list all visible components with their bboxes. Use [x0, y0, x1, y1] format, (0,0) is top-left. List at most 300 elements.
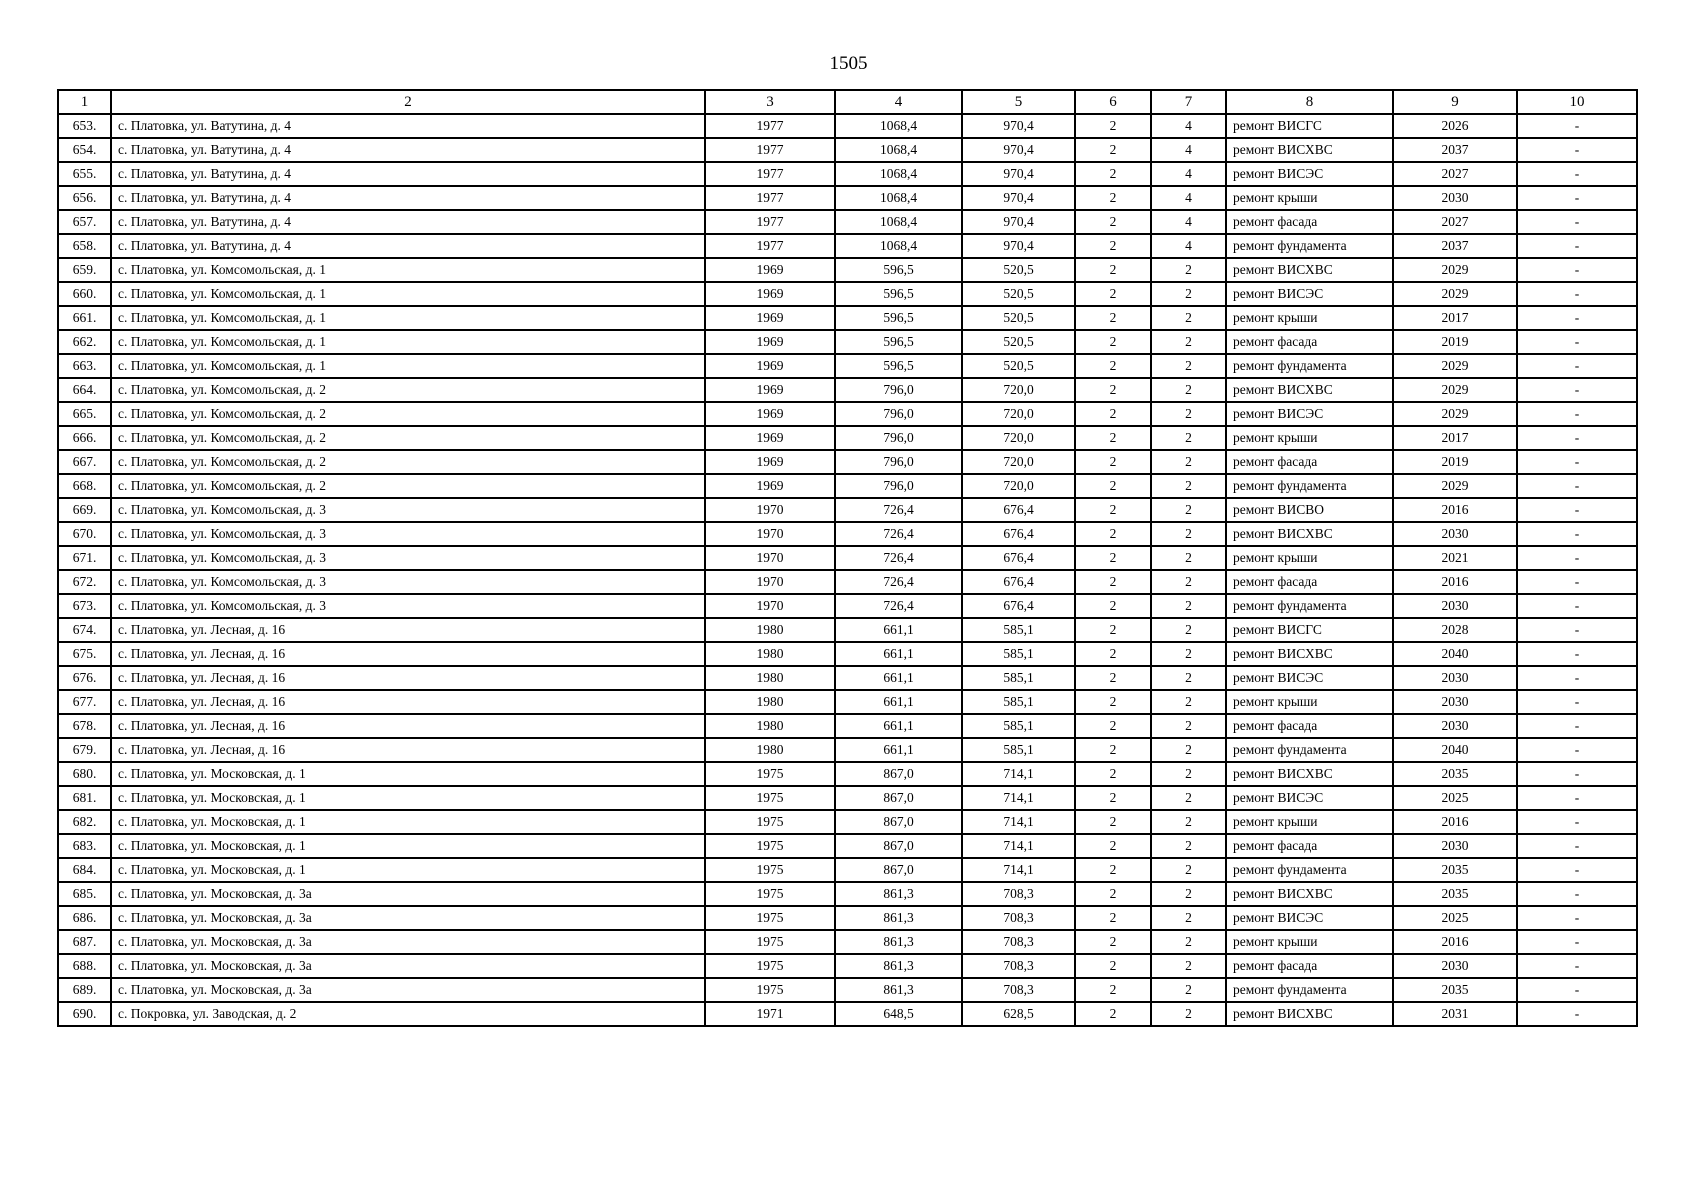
- note-cell: -: [1517, 522, 1637, 546]
- floors-cell: 2: [1075, 858, 1151, 882]
- table-row: [58, 882, 1637, 906]
- floors-cell: 2: [1075, 186, 1151, 210]
- total-area-cell: 661,1: [835, 690, 962, 714]
- row-number-cell: 672.: [58, 570, 111, 594]
- year-built-cell: 1975: [705, 954, 835, 978]
- column-header-4: 4: [835, 90, 962, 114]
- floors-cell: 2: [1075, 162, 1151, 186]
- planned-year-cell: 2040: [1393, 642, 1517, 666]
- row-number-cell: 673.: [58, 594, 111, 618]
- note-cell: -: [1517, 978, 1637, 1002]
- row-number-cell: 665.: [58, 402, 111, 426]
- entrances-cell: 2: [1151, 618, 1226, 642]
- total-area-cell: 861,3: [835, 954, 962, 978]
- living-area-cell: 714,1: [962, 834, 1075, 858]
- floors-cell: 2: [1075, 426, 1151, 450]
- note-cell: -: [1517, 690, 1637, 714]
- note-cell: -: [1517, 186, 1637, 210]
- planned-year-cell: 2029: [1393, 474, 1517, 498]
- entrances-cell: 2: [1151, 258, 1226, 282]
- row-number-cell: 683.: [58, 834, 111, 858]
- planned-year-cell: 2030: [1393, 690, 1517, 714]
- note-cell: -: [1517, 426, 1637, 450]
- living-area-cell: 708,3: [962, 954, 1075, 978]
- planned-year-cell: 2016: [1393, 810, 1517, 834]
- column-header-7: 7: [1151, 90, 1226, 114]
- row-number-cell: 689.: [58, 978, 111, 1002]
- entrances-cell: 2: [1151, 882, 1226, 906]
- living-area-cell: 585,1: [962, 666, 1075, 690]
- page-number: 1505: [829, 53, 868, 74]
- address-cell: с. Платовка, ул. Московская, д. 1: [111, 810, 705, 834]
- address-cell: с. Платовка, ул. Комсомольская, д. 3: [111, 498, 705, 522]
- year-built-cell: 1980: [705, 738, 835, 762]
- planned-year-cell: 2030: [1393, 834, 1517, 858]
- address-cell: с. Платовка, ул. Лесная, д. 16: [111, 666, 705, 690]
- total-area-cell: 1068,4: [835, 138, 962, 162]
- address-cell: с. Платовка, ул. Ватутина, д. 4: [111, 114, 705, 138]
- living-area-cell: 585,1: [962, 690, 1075, 714]
- table-row: [58, 498, 1637, 522]
- address-cell: с. Платовка, ул. Комсомольская, д. 2: [111, 474, 705, 498]
- floors-cell: 2: [1075, 498, 1151, 522]
- planned-year-cell: 2029: [1393, 378, 1517, 402]
- year-built-cell: 1969: [705, 258, 835, 282]
- table-row: [58, 114, 1637, 138]
- total-area-cell: 661,1: [835, 714, 962, 738]
- floors-cell: 2: [1075, 450, 1151, 474]
- living-area-cell: 520,5: [962, 306, 1075, 330]
- living-area-cell: 720,0: [962, 474, 1075, 498]
- address-cell: с. Платовка, ул. Московская, д. 1: [111, 786, 705, 810]
- total-area-cell: 867,0: [835, 786, 962, 810]
- floors-cell: 2: [1075, 114, 1151, 138]
- total-area-cell: 661,1: [835, 642, 962, 666]
- floors-cell: 2: [1075, 210, 1151, 234]
- living-area-cell: 676,4: [962, 498, 1075, 522]
- work-type-cell: ремонт фундамента: [1226, 474, 1393, 498]
- floors-cell: 2: [1075, 810, 1151, 834]
- entrances-cell: 2: [1151, 474, 1226, 498]
- year-built-cell: 1970: [705, 570, 835, 594]
- row-number-cell: 679.: [58, 738, 111, 762]
- year-built-cell: 1975: [705, 882, 835, 906]
- address-cell: с. Платовка, ул. Ватутина, д. 4: [111, 210, 705, 234]
- work-type-cell: ремонт фундамента: [1226, 234, 1393, 258]
- year-built-cell: 1969: [705, 306, 835, 330]
- note-cell: -: [1517, 354, 1637, 378]
- total-area-cell: 726,4: [835, 570, 962, 594]
- planned-year-cell: 2017: [1393, 306, 1517, 330]
- address-cell: с. Платовка, ул. Московская, д. 3а: [111, 882, 705, 906]
- row-number-cell: 676.: [58, 666, 111, 690]
- year-built-cell: 1970: [705, 546, 835, 570]
- column-header-5: 5: [962, 90, 1075, 114]
- entrances-cell: 2: [1151, 378, 1226, 402]
- address-cell: с. Платовка, ул. Лесная, д. 16: [111, 642, 705, 666]
- work-type-cell: ремонт крыши: [1226, 930, 1393, 954]
- work-type-cell: ремонт ВИСХВС: [1226, 642, 1393, 666]
- floors-cell: 2: [1075, 690, 1151, 714]
- work-type-cell: ремонт фундамента: [1226, 858, 1393, 882]
- row-number-cell: 660.: [58, 282, 111, 306]
- column-header-2: 2: [111, 90, 705, 114]
- living-area-cell: 585,1: [962, 642, 1075, 666]
- note-cell: -: [1517, 282, 1637, 306]
- year-built-cell: 1969: [705, 282, 835, 306]
- work-type-cell: ремонт фасада: [1226, 450, 1393, 474]
- note-cell: -: [1517, 234, 1637, 258]
- work-type-cell: ремонт фасада: [1226, 330, 1393, 354]
- row-number-cell: 682.: [58, 810, 111, 834]
- row-number-cell: 657.: [58, 210, 111, 234]
- work-type-cell: ремонт фасада: [1226, 210, 1393, 234]
- entrances-cell: 2: [1151, 594, 1226, 618]
- note-cell: -: [1517, 810, 1637, 834]
- total-area-cell: 796,0: [835, 426, 962, 450]
- entrances-cell: 4: [1151, 138, 1226, 162]
- planned-year-cell: 2030: [1393, 522, 1517, 546]
- year-built-cell: 1969: [705, 450, 835, 474]
- entrances-cell: 2: [1151, 1002, 1226, 1026]
- living-area-cell: 585,1: [962, 738, 1075, 762]
- table-row: [58, 666, 1637, 690]
- note-cell: -: [1517, 906, 1637, 930]
- work-type-cell: ремонт фундамента: [1226, 738, 1393, 762]
- entrances-cell: 2: [1151, 906, 1226, 930]
- living-area-cell: 676,4: [962, 522, 1075, 546]
- planned-year-cell: 2029: [1393, 402, 1517, 426]
- note-cell: -: [1517, 330, 1637, 354]
- floors-cell: 2: [1075, 234, 1151, 258]
- work-type-cell: ремонт крыши: [1226, 546, 1393, 570]
- note-cell: -: [1517, 162, 1637, 186]
- year-built-cell: 1975: [705, 858, 835, 882]
- header-row: [58, 90, 1637, 114]
- year-built-cell: 1969: [705, 378, 835, 402]
- table-row: [58, 162, 1637, 186]
- living-area-cell: 970,4: [962, 138, 1075, 162]
- column-header-3: 3: [705, 90, 835, 114]
- total-area-cell: 726,4: [835, 546, 962, 570]
- address-cell: с. Платовка, ул. Московская, д. 3а: [111, 930, 705, 954]
- total-area-cell: 726,4: [835, 522, 962, 546]
- work-type-cell: ремонт ВИСЭС: [1226, 906, 1393, 930]
- address-cell: с. Платовка, ул. Ватутина, д. 4: [111, 162, 705, 186]
- year-built-cell: 1975: [705, 834, 835, 858]
- table-row: [58, 1002, 1637, 1026]
- table-row: [58, 810, 1637, 834]
- planned-year-cell: 2027: [1393, 162, 1517, 186]
- living-area-cell: 708,3: [962, 882, 1075, 906]
- work-type-cell: ремонт ВИСХВС: [1226, 1002, 1393, 1026]
- total-area-cell: 661,1: [835, 738, 962, 762]
- entrances-cell: 2: [1151, 402, 1226, 426]
- table-row: [58, 210, 1637, 234]
- floors-cell: 2: [1075, 570, 1151, 594]
- table-row: [58, 138, 1637, 162]
- year-built-cell: 1980: [705, 690, 835, 714]
- living-area-cell: 676,4: [962, 546, 1075, 570]
- work-type-cell: ремонт крыши: [1226, 306, 1393, 330]
- total-area-cell: 596,5: [835, 306, 962, 330]
- row-number-cell: 670.: [58, 522, 111, 546]
- planned-year-cell: 2031: [1393, 1002, 1517, 1026]
- floors-cell: 2: [1075, 666, 1151, 690]
- total-area-cell: 861,3: [835, 930, 962, 954]
- column-header-9: 9: [1393, 90, 1517, 114]
- living-area-cell: 714,1: [962, 858, 1075, 882]
- planned-year-cell: 2016: [1393, 498, 1517, 522]
- note-cell: -: [1517, 738, 1637, 762]
- total-area-cell: 596,5: [835, 282, 962, 306]
- year-built-cell: 1980: [705, 618, 835, 642]
- address-cell: с. Платовка, ул. Комсомольская, д. 1: [111, 354, 705, 378]
- floors-cell: 2: [1075, 354, 1151, 378]
- planned-year-cell: 2027: [1393, 210, 1517, 234]
- note-cell: -: [1517, 114, 1637, 138]
- table-row: [58, 762, 1637, 786]
- floors-cell: 2: [1075, 714, 1151, 738]
- entrances-cell: 2: [1151, 498, 1226, 522]
- entrances-cell: 2: [1151, 330, 1226, 354]
- living-area-cell: 585,1: [962, 714, 1075, 738]
- living-area-cell: 628,5: [962, 1002, 1075, 1026]
- address-cell: с. Платовка, ул. Московская, д. 3а: [111, 906, 705, 930]
- work-type-cell: ремонт фасада: [1226, 954, 1393, 978]
- address-cell: с. Платовка, ул. Комсомольская, д. 1: [111, 258, 705, 282]
- work-type-cell: ремонт фундамента: [1226, 354, 1393, 378]
- planned-year-cell: 2035: [1393, 858, 1517, 882]
- living-area-cell: 970,4: [962, 234, 1075, 258]
- planned-year-cell: 2016: [1393, 570, 1517, 594]
- living-area-cell: 676,4: [962, 594, 1075, 618]
- address-cell: с. Платовка, ул. Лесная, д. 16: [111, 738, 705, 762]
- row-number-cell: 654.: [58, 138, 111, 162]
- planned-year-cell: 2040: [1393, 738, 1517, 762]
- entrances-cell: 2: [1151, 786, 1226, 810]
- work-type-cell: ремонт фундамента: [1226, 978, 1393, 1002]
- table-row: [58, 450, 1637, 474]
- floors-cell: 2: [1075, 834, 1151, 858]
- living-area-cell: 714,1: [962, 810, 1075, 834]
- address-cell: с. Платовка, ул. Комсомольская, д. 2: [111, 402, 705, 426]
- work-type-cell: ремонт ВИСХВС: [1226, 378, 1393, 402]
- total-area-cell: 1068,4: [835, 234, 962, 258]
- row-number-cell: 666.: [58, 426, 111, 450]
- row-number-cell: 677.: [58, 690, 111, 714]
- planned-year-cell: 2035: [1393, 762, 1517, 786]
- floors-cell: 2: [1075, 762, 1151, 786]
- address-cell: с. Платовка, ул. Комсомольская, д. 2: [111, 378, 705, 402]
- table-header: [58, 90, 1637, 114]
- table-row: [58, 234, 1637, 258]
- total-area-cell: 867,0: [835, 858, 962, 882]
- address-cell: с. Платовка, ул. Комсомольская, д. 1: [111, 330, 705, 354]
- year-built-cell: 1977: [705, 234, 835, 258]
- year-built-cell: 1969: [705, 354, 835, 378]
- table-body: [58, 114, 1637, 1026]
- table-row: [58, 474, 1637, 498]
- year-built-cell: 1975: [705, 906, 835, 930]
- row-number-cell: 686.: [58, 906, 111, 930]
- table-row: [58, 282, 1637, 306]
- living-area-cell: 708,3: [962, 978, 1075, 1002]
- work-type-cell: ремонт фундамента: [1226, 594, 1393, 618]
- floors-cell: 2: [1075, 138, 1151, 162]
- row-number-cell: 658.: [58, 234, 111, 258]
- entrances-cell: 2: [1151, 810, 1226, 834]
- planned-year-cell: 2016: [1393, 930, 1517, 954]
- living-area-cell: 720,0: [962, 450, 1075, 474]
- note-cell: -: [1517, 138, 1637, 162]
- note-cell: -: [1517, 786, 1637, 810]
- note-cell: -: [1517, 402, 1637, 426]
- floors-cell: 2: [1075, 402, 1151, 426]
- planned-year-cell: 2030: [1393, 594, 1517, 618]
- address-cell: с. Платовка, ул. Комсомольская, д. 3: [111, 522, 705, 546]
- floors-cell: 2: [1075, 786, 1151, 810]
- entrances-cell: 2: [1151, 282, 1226, 306]
- entrances-cell: 2: [1151, 738, 1226, 762]
- total-area-cell: 867,0: [835, 810, 962, 834]
- note-cell: -: [1517, 570, 1637, 594]
- entrances-cell: 2: [1151, 930, 1226, 954]
- planned-year-cell: 2030: [1393, 186, 1517, 210]
- address-cell: с. Платовка, ул. Лесная, д. 16: [111, 690, 705, 714]
- address-cell: с. Платовка, ул. Комсомольская, д. 3: [111, 570, 705, 594]
- table-row: [58, 906, 1637, 930]
- address-cell: с. Платовка, ул. Московская, д. 3а: [111, 978, 705, 1002]
- entrances-cell: 2: [1151, 306, 1226, 330]
- work-type-cell: ремонт фасада: [1226, 714, 1393, 738]
- year-built-cell: 1977: [705, 114, 835, 138]
- address-cell: с. Платовка, ул. Комсомольская, д. 2: [111, 426, 705, 450]
- living-area-cell: 970,4: [962, 210, 1075, 234]
- year-built-cell: 1980: [705, 714, 835, 738]
- table-row: [58, 186, 1637, 210]
- floors-cell: 2: [1075, 1002, 1151, 1026]
- entrances-cell: 4: [1151, 234, 1226, 258]
- work-type-cell: ремонт ВИСХВС: [1226, 522, 1393, 546]
- address-cell: с. Платовка, ул. Московская, д. 1: [111, 834, 705, 858]
- address-cell: с. Платовка, ул. Ватутина, д. 4: [111, 186, 705, 210]
- entrances-cell: 2: [1151, 666, 1226, 690]
- work-type-cell: ремонт ВИСЭС: [1226, 162, 1393, 186]
- row-number-cell: 661.: [58, 306, 111, 330]
- floors-cell: 2: [1075, 906, 1151, 930]
- total-area-cell: 596,5: [835, 330, 962, 354]
- floors-cell: 2: [1075, 378, 1151, 402]
- address-cell: с. Платовка, ул. Московская, д. 1: [111, 762, 705, 786]
- year-built-cell: 1969: [705, 426, 835, 450]
- entrances-cell: 2: [1151, 762, 1226, 786]
- year-built-cell: 1970: [705, 522, 835, 546]
- table-row: [58, 426, 1637, 450]
- entrances-cell: 2: [1151, 858, 1226, 882]
- table-row: [58, 930, 1637, 954]
- work-type-cell: ремонт ВИСЭС: [1226, 786, 1393, 810]
- planned-year-cell: 2028: [1393, 618, 1517, 642]
- table-row: [58, 714, 1637, 738]
- table-row: [58, 546, 1637, 570]
- planned-year-cell: 2037: [1393, 138, 1517, 162]
- work-type-cell: ремонт ВИСГС: [1226, 114, 1393, 138]
- floors-cell: 2: [1075, 954, 1151, 978]
- address-cell: с. Платовка, ул. Ватутина, д. 4: [111, 138, 705, 162]
- table-row: [58, 642, 1637, 666]
- living-area-cell: 520,5: [962, 282, 1075, 306]
- entrances-cell: 2: [1151, 354, 1226, 378]
- table-row: [58, 570, 1637, 594]
- total-area-cell: 861,3: [835, 882, 962, 906]
- total-area-cell: 867,0: [835, 834, 962, 858]
- address-cell: с. Платовка, ул. Московская, д. 3а: [111, 954, 705, 978]
- year-built-cell: 1970: [705, 498, 835, 522]
- note-cell: -: [1517, 642, 1637, 666]
- year-built-cell: 1969: [705, 402, 835, 426]
- total-area-cell: 726,4: [835, 498, 962, 522]
- floors-cell: 2: [1075, 618, 1151, 642]
- floors-cell: 2: [1075, 330, 1151, 354]
- note-cell: -: [1517, 834, 1637, 858]
- entrances-cell: 2: [1151, 690, 1226, 714]
- address-cell: с. Покровка, ул. Заводская, д. 2: [111, 1002, 705, 1026]
- total-area-cell: 796,0: [835, 450, 962, 474]
- column-header-1: 1: [58, 90, 111, 114]
- year-built-cell: 1969: [705, 330, 835, 354]
- address-cell: с. Платовка, ул. Комсомольская, д. 3: [111, 546, 705, 570]
- total-area-cell: 596,5: [835, 258, 962, 282]
- floors-cell: 2: [1075, 258, 1151, 282]
- floors-cell: 2: [1075, 594, 1151, 618]
- planned-year-cell: 2026: [1393, 114, 1517, 138]
- note-cell: -: [1517, 954, 1637, 978]
- address-cell: с. Платовка, ул. Ватутина, д. 4: [111, 234, 705, 258]
- year-built-cell: 1977: [705, 186, 835, 210]
- planned-year-cell: 2029: [1393, 282, 1517, 306]
- table-row: [58, 258, 1637, 282]
- work-type-cell: ремонт ВИСЭС: [1226, 402, 1393, 426]
- living-area-cell: 720,0: [962, 426, 1075, 450]
- floors-cell: 2: [1075, 642, 1151, 666]
- planned-year-cell: 2035: [1393, 882, 1517, 906]
- entrances-cell: 2: [1151, 642, 1226, 666]
- note-cell: -: [1517, 618, 1637, 642]
- address-cell: с. Платовка, ул. Комсомольская, д. 3: [111, 594, 705, 618]
- total-area-cell: 1068,4: [835, 162, 962, 186]
- living-area-cell: 708,3: [962, 906, 1075, 930]
- planned-year-cell: 2030: [1393, 714, 1517, 738]
- row-number-cell: 663.: [58, 354, 111, 378]
- planned-year-cell: 2019: [1393, 450, 1517, 474]
- table-row: [58, 306, 1637, 330]
- total-area-cell: 596,5: [835, 354, 962, 378]
- column-header-8: 8: [1226, 90, 1393, 114]
- entrances-cell: 4: [1151, 186, 1226, 210]
- floors-cell: 2: [1075, 522, 1151, 546]
- table-row: [58, 738, 1637, 762]
- floors-cell: 2: [1075, 546, 1151, 570]
- year-built-cell: 1975: [705, 762, 835, 786]
- repair-schedule-table: [57, 89, 1638, 1027]
- living-area-cell: 520,5: [962, 330, 1075, 354]
- planned-year-cell: 2025: [1393, 786, 1517, 810]
- year-built-cell: 1975: [705, 930, 835, 954]
- living-area-cell: 970,4: [962, 114, 1075, 138]
- planned-year-cell: 2021: [1393, 546, 1517, 570]
- row-number-cell: 680.: [58, 762, 111, 786]
